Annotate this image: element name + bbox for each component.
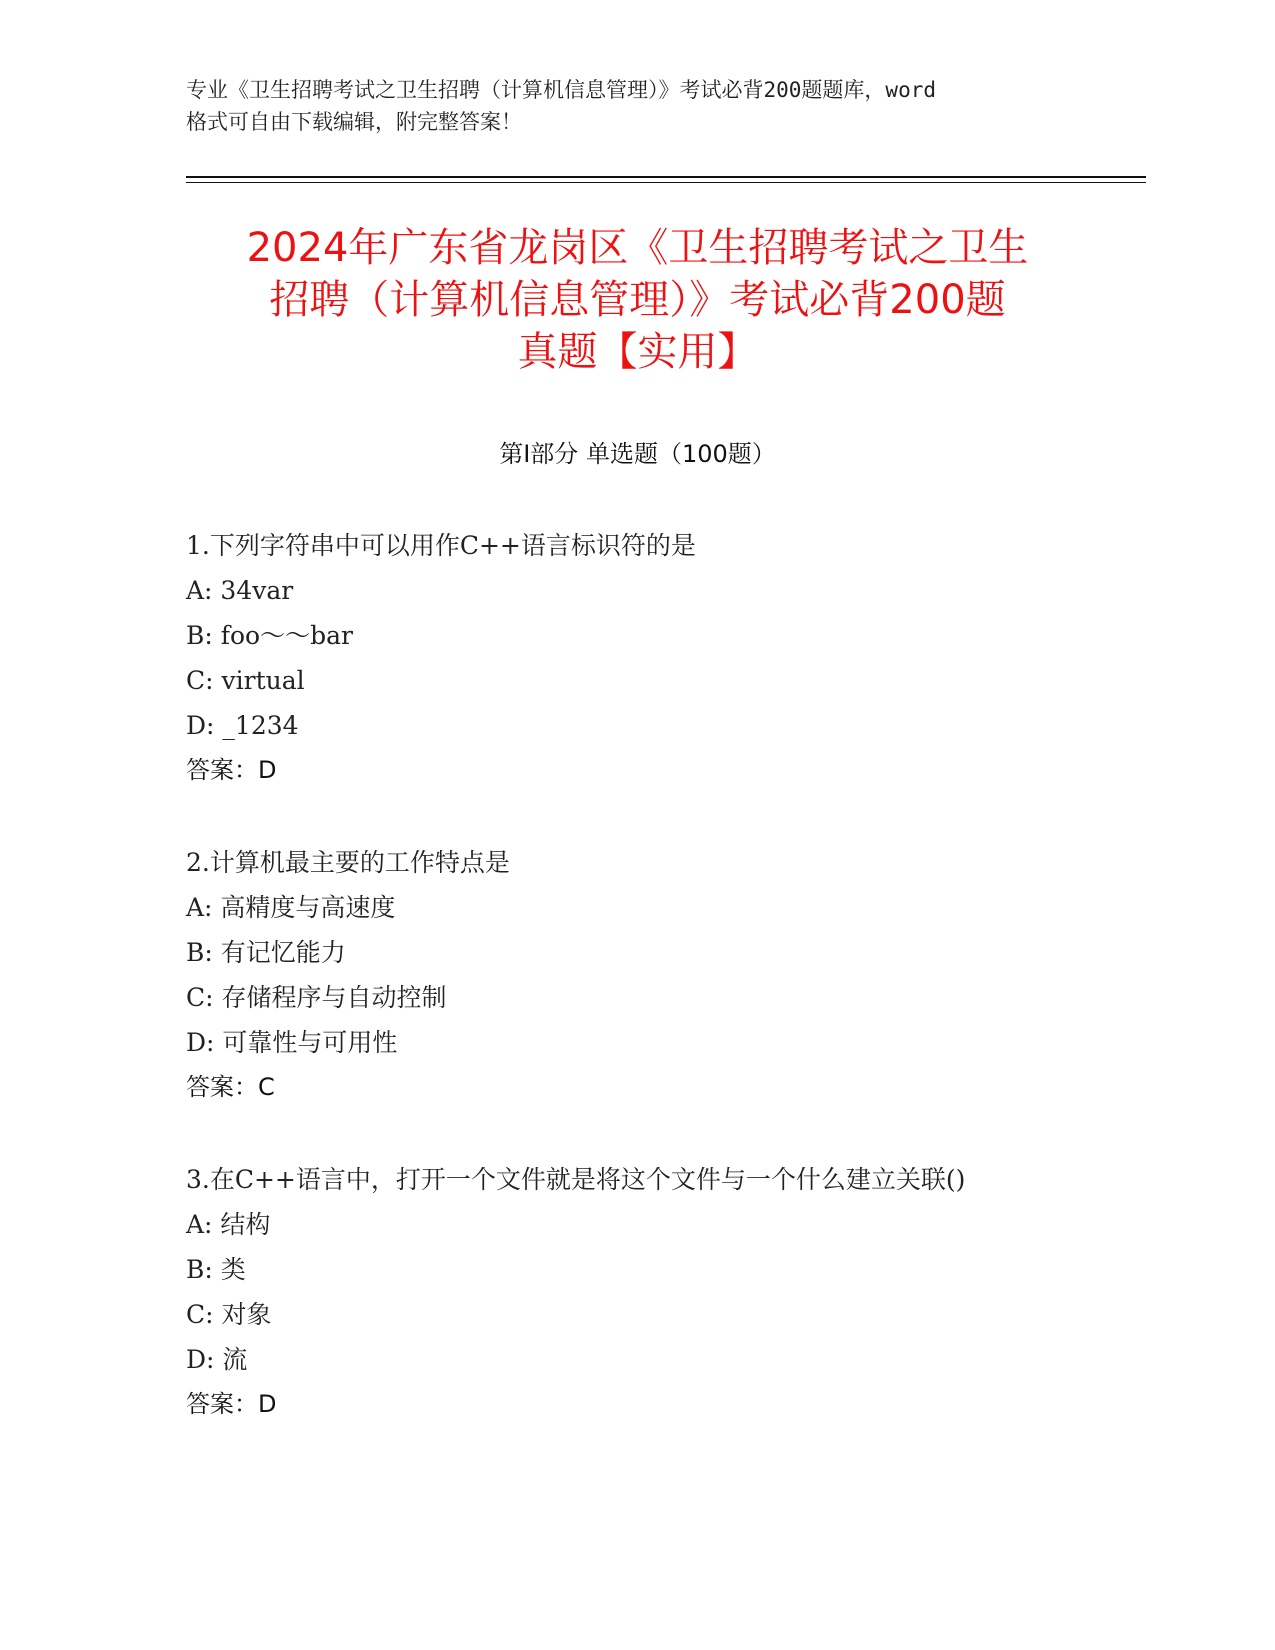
option-a: A: 34var bbox=[186, 576, 294, 605]
option-d: D: 流 bbox=[186, 1345, 248, 1374]
header-divider-thin bbox=[186, 182, 1146, 183]
option-b: B: 有记忆能力 bbox=[186, 938, 346, 967]
question-stem: 1.下列字符串中可以用作C++语言标识符的是 bbox=[186, 531, 696, 560]
option-d: D: _1234 bbox=[186, 711, 299, 740]
header-divider bbox=[186, 176, 1146, 178]
header-note-line: 格式可自由下载编辑，附完整答案！ bbox=[186, 110, 522, 134]
question-block bbox=[186, 840, 1166, 1110]
section-heading: 第Ⅰ部分 单选题（100题） bbox=[499, 440, 776, 468]
title-line: 真题【实用】 bbox=[517, 329, 758, 375]
answer-line: 答案：C bbox=[186, 1073, 275, 1101]
question-stem: 3.在C++语言中，打开一个文件就是将这个文件与一个什么建立关联() bbox=[186, 1165, 966, 1194]
option-c: C: 对象 bbox=[186, 1300, 272, 1329]
answer-line: 答案：D bbox=[186, 1390, 277, 1418]
question-stem: 2.计算机最主要的工作特点是 bbox=[186, 848, 510, 877]
option-a: A: 结构 bbox=[186, 1210, 271, 1239]
option-c: C: 存储程序与自动控制 bbox=[186, 983, 447, 1012]
option-b: B: 类 bbox=[186, 1255, 246, 1284]
header-note-line: 专业《卫生招聘考试之卫生招聘（计算机信息管理）》考试必背200题题库，word bbox=[186, 78, 936, 102]
option-d: D: 可靠性与可用性 bbox=[186, 1028, 398, 1057]
title-line: 招聘（计算机信息管理）》考试必背200题 bbox=[269, 277, 1006, 323]
document-title bbox=[160, 222, 1115, 378]
answer-line: 答案：D bbox=[186, 756, 277, 784]
question-block bbox=[186, 523, 1166, 793]
question-block bbox=[186, 1157, 1166, 1427]
option-c: C: virtual bbox=[186, 666, 305, 695]
option-a: A: 高精度与高速度 bbox=[186, 893, 396, 922]
header-note bbox=[186, 74, 1086, 138]
option-b: B: foo～～bar bbox=[186, 621, 353, 650]
title-line: 2024年广东省龙岗区《卫生招聘考试之卫生 bbox=[246, 225, 1029, 271]
